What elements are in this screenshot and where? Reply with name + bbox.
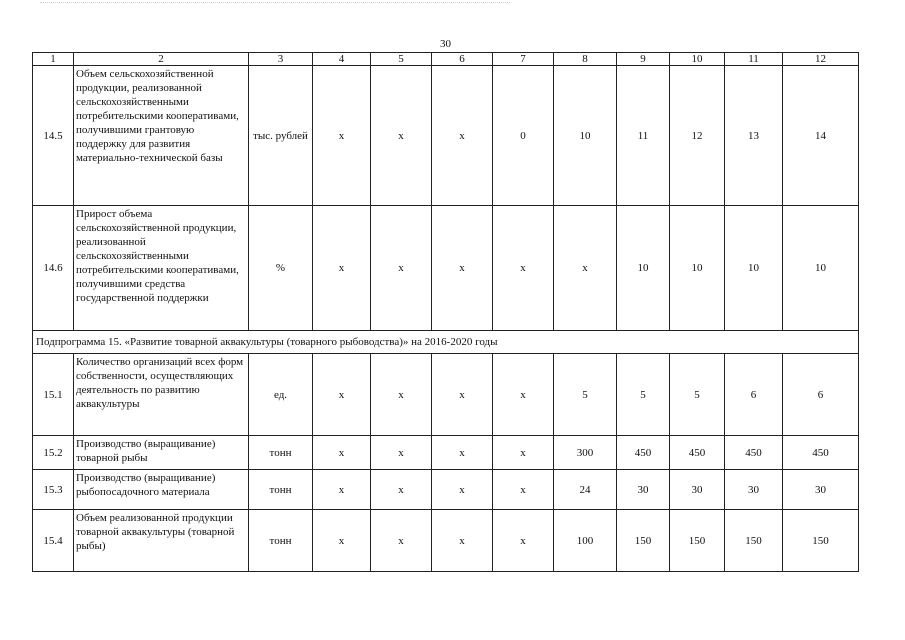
row-id: 15.3 (33, 470, 74, 510)
column-number: 6 (432, 53, 493, 66)
value-cell: х (493, 206, 554, 331)
subprogram-row (33, 331, 859, 354)
value-cell: 450 (670, 436, 725, 470)
value-cell: х (313, 66, 371, 206)
value-cell: 150 (617, 510, 670, 572)
value-cell: х (432, 436, 493, 470)
indicator-name: Объем реализованной продукции товарной аквакультуры (товарной рыбы) (74, 510, 249, 572)
unit-cell: тонн (249, 510, 313, 572)
indicator-name: Производство (выращивание) товарной рыбы (74, 436, 249, 470)
value-cell: 450 (783, 436, 859, 470)
unit-cell: ед. (249, 354, 313, 436)
value-cell: 10 (725, 206, 783, 331)
row-id: 15.4 (33, 510, 74, 572)
value-cell: 150 (783, 510, 859, 572)
column-number: 4 (313, 53, 371, 66)
value-cell: 10 (554, 66, 617, 206)
value-cell: 5 (617, 354, 670, 436)
column-number: 2 (74, 53, 249, 66)
value-cell: 6 (783, 354, 859, 436)
value-cell: х (313, 206, 371, 331)
value-cell: 450 (617, 436, 670, 470)
value-cell: х (554, 206, 617, 331)
value-cell: 450 (725, 436, 783, 470)
column-number: 10 (670, 53, 725, 66)
unit-cell: тонн (249, 470, 313, 510)
value-cell: 6 (725, 354, 783, 436)
column-number: 12 (783, 53, 859, 66)
column-number: 1 (33, 53, 74, 66)
value-cell: х (371, 436, 432, 470)
table-row (33, 206, 859, 331)
table-row (33, 510, 859, 572)
value-cell: х (432, 354, 493, 436)
scan-artifact (40, 2, 510, 5)
value-cell: 12 (670, 66, 725, 206)
column-number-row (33, 53, 859, 66)
value-cell: х (313, 436, 371, 470)
value-cell: х (313, 354, 371, 436)
value-cell: 5 (670, 354, 725, 436)
value-cell: х (493, 354, 554, 436)
value-cell: 5 (554, 354, 617, 436)
value-cell: 300 (554, 436, 617, 470)
indicator-name: Прирост объема сельскохозяйственной продукции, реализованной сельскохозяйственными потребительскими кооперативами, получившими средства государственной поддержки (74, 206, 249, 331)
value-cell: х (371, 354, 432, 436)
row-id: 14.6 (33, 206, 74, 331)
table-row (33, 354, 859, 436)
table-row (33, 470, 859, 510)
value-cell: х (493, 470, 554, 510)
column-number: 11 (725, 53, 783, 66)
column-number: 8 (554, 53, 617, 66)
value-cell: х (432, 206, 493, 331)
value-cell: 150 (725, 510, 783, 572)
value-cell: 30 (725, 470, 783, 510)
value-cell: х (432, 66, 493, 206)
column-number: 5 (371, 53, 432, 66)
value-cell: 30 (670, 470, 725, 510)
row-id: 15.1 (33, 354, 74, 436)
value-cell: 10 (670, 206, 725, 331)
value-cell: х (313, 510, 371, 572)
value-cell: х (371, 470, 432, 510)
indicator-name: Производство (выращивание) рыбопосадочного материала (74, 470, 249, 510)
unit-cell: тонн (249, 436, 313, 470)
value-cell: 10 (617, 206, 670, 331)
unit-cell: % (249, 206, 313, 331)
column-number: 9 (617, 53, 670, 66)
value-cell: х (371, 206, 432, 331)
indicator-name: Количество организаций всех форм собственности, осуществляющих деятельность по развитию аквакультуры (74, 354, 249, 436)
row-id: 15.2 (33, 436, 74, 470)
value-cell: 150 (670, 510, 725, 572)
value-cell: 100 (554, 510, 617, 572)
indicators-table (32, 52, 859, 572)
table-row (33, 66, 859, 206)
value-cell: 30 (783, 470, 859, 510)
value-cell: х (371, 510, 432, 572)
row-id: 14.5 (33, 66, 74, 206)
page-number: 30 (440, 38, 451, 50)
column-number: 7 (493, 53, 554, 66)
value-cell: 0 (493, 66, 554, 206)
value-cell: х (371, 66, 432, 206)
value-cell: х (493, 510, 554, 572)
value-cell: х (493, 436, 554, 470)
value-cell: х (313, 470, 371, 510)
value-cell: 13 (725, 66, 783, 206)
value-cell: х (432, 510, 493, 572)
value-cell: 14 (783, 66, 859, 206)
value-cell: 11 (617, 66, 670, 206)
value-cell: 30 (617, 470, 670, 510)
unit-cell: тыс. рублей (249, 66, 313, 206)
table-row (33, 436, 859, 470)
value-cell: 10 (783, 206, 859, 331)
column-number: 3 (249, 53, 313, 66)
indicator-name: Объем сельскохозяйственной продукции, реализованной сельскохозяйственными потребительскими кооперативами, получившими грантовую поддержку для развития материально-технической базы (74, 66, 249, 206)
subprogram-title: Подпрограмма 15. «Развитие товарной аквакультуры (товарного рыбоводства)» на 2016-2020 годы (33, 331, 859, 354)
value-cell: х (432, 470, 493, 510)
value-cell: 24 (554, 470, 617, 510)
